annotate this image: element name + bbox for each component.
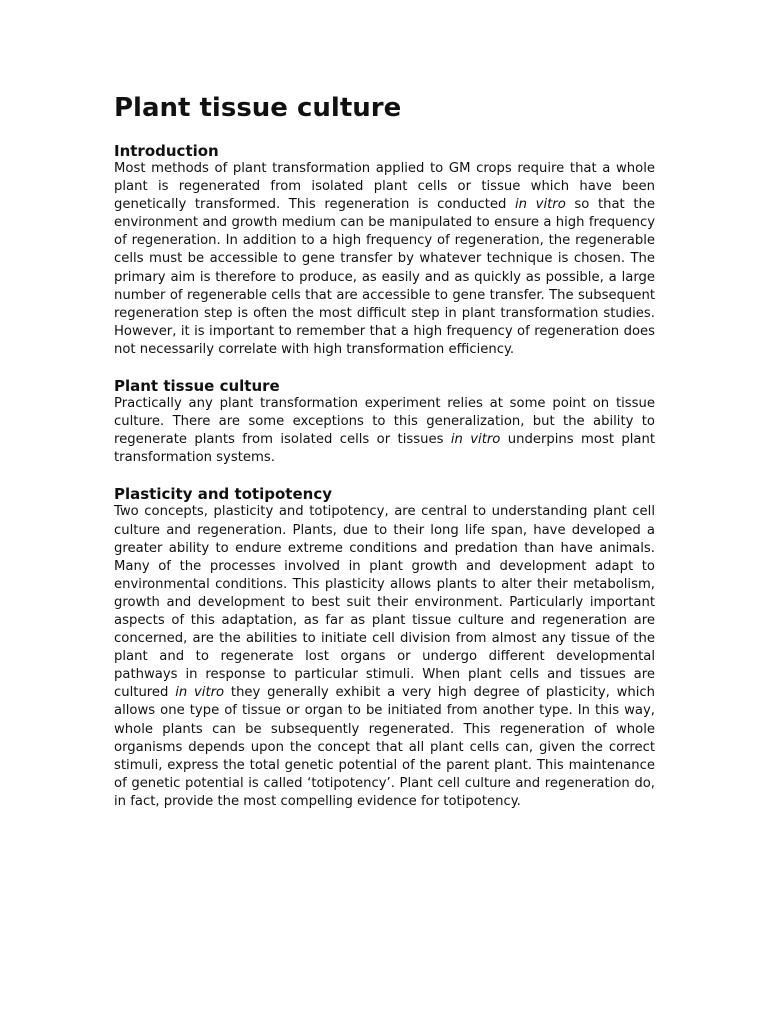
- section-plant-tissue-culture: [114, 377, 655, 467]
- paragraph-italic-text: in vitro: [175, 685, 225, 701]
- section-heading-plant-tissue-culture: Plant tissue culture: [114, 377, 280, 396]
- section-paragraph-plant-tissue-culture: [114, 395, 655, 467]
- paragraph-text: underpins most plant transformation systems.: [114, 432, 656, 466]
- paragraph-text: Practically any plant transformation experiment relies at some point on tissue culture. There are some exceptions to this generalization, but the ability to regenerate plants from isolated cells or tissues: [114, 396, 655, 448]
- paragraph-italic-text: in vitro: [515, 197, 566, 213]
- section-plasticity-totipotency: [114, 485, 655, 811]
- paragraph-italic-text: in vitro: [450, 432, 501, 448]
- paragraph-text: Two concepts, plasticity and totipotency, are central to understanding plant cell culture and regeneration. Plants, due to their long life span, have developed a greater ability to endure extreme conditions and predation than have animals. Many of the processes involved in plant growth and development adapt to environmental conditions. This plasticity allows plants to alter their metabolism, growth and development to best suit their environment. Particularly important aspects of this adaptation, as far as plant tissue culture and regeneration are concerned, are the abilities to initiate cell division from almost any tissue of the plant and to regenerate lost organs or undergo different developmental pathways in response to particular stimuli. When plant cells and tissues are cultured: [114, 504, 655, 701]
- document-page: [114, 90, 655, 829]
- section-paragraph-plasticity-totipotency: [114, 503, 655, 811]
- paragraph-text: they generally exhibit a very high degree of plasticity, which allows one type of tissue or organ to be initiated from another type. In this way, whole plants can be subsequently regenerated. This regeneration of whole organisms depends upon the concept that all plant cells can, given the correct stimuli, express the total genetic potential of the parent plant. This maintenance of genetic potential is called ‘totipotency’. Plant cell culture and regeneration do, in fact, provide the most compelling evidence for totipotency.: [114, 685, 655, 809]
- section-heading-plasticity-totipotency: Plasticity and totipotency: [114, 485, 332, 504]
- paragraph-text: Most methods of plant transformation applied to GM crops require that a whole plant is regenerated from isolated plant cells or tissue which have been genetically transformed. This regeneration is conducted: [114, 161, 655, 213]
- section-paragraph-introduction: [114, 160, 655, 359]
- section-introduction: [114, 142, 655, 359]
- page-title: Plant tissue culture: [114, 93, 402, 123]
- section-heading-introduction: Introduction: [114, 142, 219, 160]
- paragraph-text: so that the environment and growth medium can be manipulated to ensure a high frequency of regeneration. In addition to a high frequency of regeneration, the regenerable cells must be accessible to gene transfer by whatever technique is chosen. The primary aim is therefore to produce, as easily and as quickly as possible, a large number of regenerable cells that are accessible to gene transfer. The subsequent regeneration step is often the most difficult step in plant transformation studies. However, it is important to remember that a high frequency of regeneration does not necessarily correlate with high transformation efficiency.: [114, 197, 655, 357]
